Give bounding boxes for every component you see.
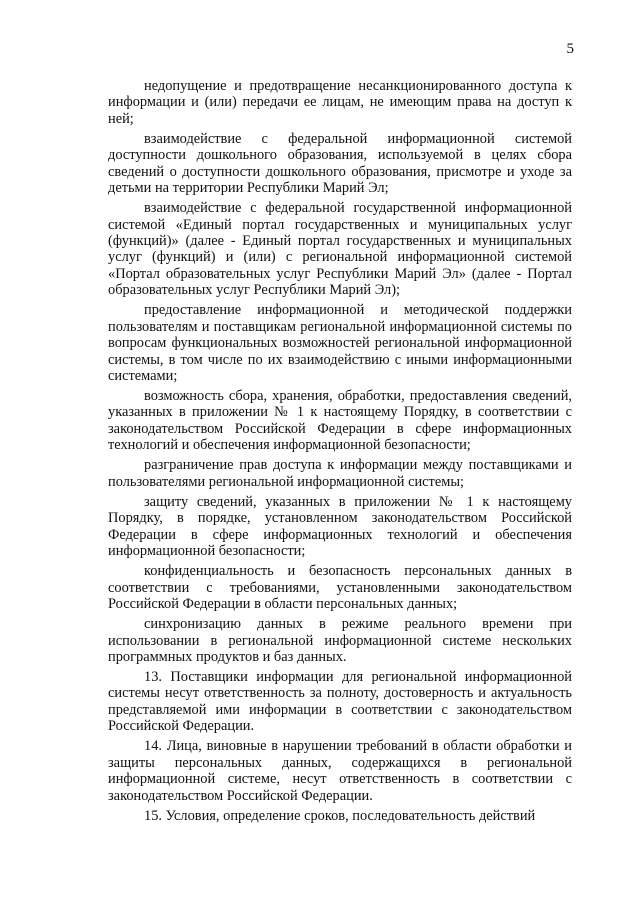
page-number: 5 bbox=[566, 41, 574, 57]
paragraph-access-rights: разграничение прав доступа к информации между поставщиками и пользователями региональной информационной системы; bbox=[108, 457, 572, 490]
document-body bbox=[108, 78, 572, 828]
paragraph-data-protection: защиту сведений, указанных в приложении № 1 к настоящему Порядку, в порядке, установленном законодательством Российской Федерации в сфере информационных технологий и обеспечения информационной безопасности; bbox=[108, 493, 572, 560]
paragraph-preschool-system-interaction: взаимодействие с федеральной информационной системой доступности дошкольного образования, используемой в целях сбора сведений о доступности дошкольного образования, присмотре и уходе за детьми на территории Республики Марий Эл; bbox=[108, 130, 572, 197]
paragraph-item-14: 14. Лица, виновные в нарушении требований в области обработки и защиты персональных данных, содержащихся в региональной информационной системе, несут ответственность в соответствии с законодательством Российской Федерации. bbox=[108, 738, 572, 804]
paragraph-access-protection: недопущение и предотвращение несанкционированного доступа к информации и (или) передачи ее лицам, не имеющим права на доступ к ней; bbox=[108, 78, 572, 127]
paragraph-item-15: 15. Условия, определение сроков, последовательность действий bbox=[144, 807, 536, 824]
paragraph-item-13: 13. Поставщики информации для региональной информационной системы несут ответственность за полноту, достоверность и актуальность представляемой ими информации в соответствии с законодательством Российской Федерации. bbox=[108, 669, 572, 735]
paragraph-personal-data-security: конфиденциальность и безопасность персональных данных в соответствии с требованиями, установленными законодательством Российской Федерации в области персональных данных; bbox=[108, 563, 572, 612]
paragraph-methodical-support: предоставление информационной и методической поддержки пользователям и поставщикам региональной информационной системы по вопросам функциональных возможностей региональной информационной системы, в том числе по их взаимодействию с иными информационными системами; bbox=[108, 302, 572, 384]
paragraph-unified-portal-interaction: взаимодействие с федеральной государственной информационной системой «Единый портал государственных и муниципальных услуг (функций)» (далее - Единый портал государственных и муниципальных услуг (функций) и (или) с региональной информационной системой «Портал образовательных услуг Республики Марий Эл» (далее - Портал образовательных услуг Республики Марий Эл); bbox=[108, 200, 572, 299]
paragraph-data-processing: возможность сбора, хранения, обработки, предоставления сведений, указанных в приложении № 1 к настоящему Порядку, в соответствии с законодательством Российской Федерации в сфере информационных технологий и обеспечения информационной безопасности; bbox=[108, 388, 572, 454]
paragraph-synchronization: синхронизацию данных в режиме реального времени при использовании в региональной информационной системе нескольких программных продуктов и баз данных. bbox=[108, 616, 572, 665]
